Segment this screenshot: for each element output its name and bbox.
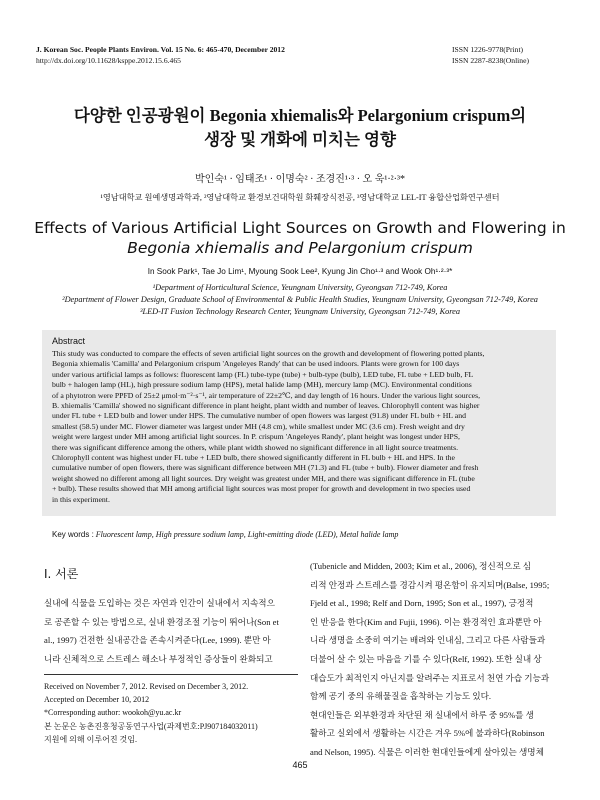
abstract-line: of a phytotron were PPFD of 25±2 μmol·m⁻²·s⁻¹, air temperature of 22±2℃, and day length of 16 hours. Under the various light sources, [52,390,481,400]
page-number: 465 [292,760,308,770]
doi-link[interactable]: http://dx.doi.org/10.11628/ksppe.2012.15.6.465 [36,56,181,65]
body-text-line: and Nelson, 1995). 식물은 이러한 현대인들에게 살아있는 생명체 [310,746,544,757]
footnote [44,680,304,746]
abstract-line: cumulative number of open flowers, there was significant difference between MH (71.3) and FL (tube + bulb). Flower diameter and fresh [52,463,479,473]
abstract-line: weight showed no different among all light sources. Dry weight was greatest under MH, and there was significant difference in FL (tube [52,473,475,483]
korean-title-line2: 생장 및 개화에 미치는 영향 [204,130,396,149]
abstract-line: Begonia xhiemalis 'Camilla' and Pelargonium crispum 'Angeleyes Randy' that can be used indoors. Plants were grown for 100 days [52,359,460,369]
footnote-line: 본 논문은 농촌진흥청공동연구사업(과제번호:PJ907184032011) [44,721,258,731]
body-text-line: al., 1997) 건전한 실내공간을 존속시켜준다(Lee, 1999). 뿐만 아 [44,635,271,646]
body-text-line: 현대인들은 외부환경과 차단된 채 실내에서 하루 중 95%를 생 [310,709,534,720]
body-text-line: 대습도가 최적인지 아닌지를 알려주는 지표로서 천연 가습 기능과 [310,672,550,683]
keywords [52,530,552,539]
journal-citation: J. Korean Soc. People Plants Environ. Vol. 15 No. 6: 465-470, December 2012 [36,45,285,54]
body-text-line: 로 공존할 수 있는 방법으로, 실내 환경조절 기능이 뛰어나(Son et [44,616,279,627]
footnote-line: Accepted on December 10, 2012 [44,695,150,705]
keywords-value: Fluorescent lamp, High pressure sodium lamp, Light-emitting diode (LED), Metal halide lamp [95,530,399,539]
abstract-line: + bulb). These results showed that MH among artificial light sources was most proper for growth and development in two species used [52,484,471,494]
body-text-line: 실내에 식물을 도입하는 것은 자연과 인간이 실내에서 지속적으 [44,598,275,608]
english-affiliations [0,282,600,318]
journal-header [36,44,285,66]
body-column-left [44,594,296,668]
abstract-body [52,349,550,505]
section-title-introduction: Ⅰ. 서론 [44,567,79,581]
body-text-line: Fjeld et al., 1998; Relf and Dorn, 1995; Son et al., 1997), 긍정적 [310,598,534,609]
abstract-line: under various artificial lamps as follows: fluorescent lamp (FL) tube-type (tube) + bulb-type (bulb), LED tube, FL tube + LED bulb, FL [52,369,474,379]
footnote-line: *Corresponding author: wookoh@yu.ac.kr [44,708,182,718]
affiliation-2: ²Department of Flower Design, Graduate School of Environmental & Public Health Studies, Yeungnam University, Gyeongsan 712-749, Korea [62,295,538,304]
korean-title [0,104,600,152]
korean-authors: 박인숙¹ · 임태조¹ · 이명숙² · 조경진¹·³ · 오 욱¹·²·³* [194,174,406,185]
abstract-heading: Abstract [52,336,86,346]
issn-print: ISSN 1226-9778(Print) [452,45,524,54]
body-text-line: 니라 생명을 소중히 여기는 배려와 인내심, 그리고 다른 사람들과 [310,635,546,646]
body-text-line: 더불어 살 수 있는 마음을 기를 수 있다(Relf, 1992). 또한 실내 상 [310,653,542,664]
abstract-line: weight were largest under MH among artificial light sources. In P. crispum 'Angeleyes Randy', plant height was longest under HPS, [52,432,460,442]
issn-online: ISSN 2287-8238(Online) [452,56,529,65]
abstract-line: in this experiment. [52,494,110,504]
korean-title-line1: 다양한 인공광원이 Begonia xhiemalis와 Pelargonium crispum의 [73,106,527,125]
abstract-line: This study was conducted to compare the effects of seven artificial light sources on the growth and development of flowering potted plants, [52,349,485,358]
english-title-line2: Begonia xhiemalis and Pelargonium crispum [127,239,473,257]
affiliation-3: ³LED-IT Fusion Technology Research Center, Yeungnam University, Gyeongsan 712-749, Korea [139,307,461,316]
body-text-line: 함께 공기 중의 유해물질을 흡착하는 기능도 있다. [310,691,492,702]
body-column-right [310,557,562,762]
body-text-line: 활하고 실외에서 생활하는 시간은 겨우 5%에 불과하다(Robinson [310,728,545,739]
abstract-line: there was significant difference among the others, while plant width showed no significant difference in all light source treatments. [52,442,459,452]
body-text-line: 리적 안정과 스트레스를 경감시켜 평온함이 유지되며(Balse, 1995; [310,579,550,590]
body-text-line: 인 반응을 한다(Kim and Fujii, 1996). 이는 환경적인 효과뿐만 아 [310,616,542,627]
footnote-divider [44,674,298,675]
body-text-line: (Tubenicle and Midden, 2003; Kim et al., 2006), 정신적으로 심 [310,561,532,571]
english-title [0,218,600,258]
issn-block [452,44,529,66]
abstract-line: B. xhiemalis 'Camilla' showed no significant difference in plant height, plant width and number of leaves. Chlorophyll content was higher [52,401,480,411]
abstract-line: smallest (58.5) under MC. Flower diameter was largest under MH (4.8 cm), while smallest under MC (3.6 cm). Fresh weight and dry [52,421,465,431]
affiliation-1: ¹Department of Horticultural Science, Yeungnam University, Gyeongsan 712-749, Korea [152,283,448,292]
body-text-line: 니라 신체적으로 스트레스 해소나 부정적인 증상들이 완화되고 [44,653,273,664]
korean-affiliations: ¹영남대학교 원예생명과학과, ²영남대학교 환경보건대학원 화훼장식전공, ³영남대학교 LEL-IT 융합산업화연구센터 [100,193,500,202]
abstract-line: under FL tube + LED bulb and lower under HPS. The cumulative number of open flowers was largest (91.8) under FL bulb + HL and [52,411,466,421]
english-title-line1: Effects of Various Artificial Light Sources on Growth and Flowering in [34,219,566,237]
keywords-label: Key words : [52,530,94,539]
english-authors: In Sook Park¹, Tae Jo Lim¹, Myoung Sook Lee², Kyung Jin Cho¹·³ and Wook Oh¹·²·³* [147,267,453,276]
footnote-line: 지원에 의해 이루어진 것임. [44,734,138,744]
footnote-line: Received on November 7, 2012. Revised on December 3, 2012. [44,682,249,691]
abstract-line: bulb + halogen lamp (HL), high pressure sodium lamp (HPS), metal halide lamp (MH), mercury lamp (MC). Environmental conditions [52,380,472,390]
abstract-line: Chlorophyll content was highest under FL tube + LED bulb, there showed significantly different in FL bulb + HL and HPS. In the [52,453,455,463]
